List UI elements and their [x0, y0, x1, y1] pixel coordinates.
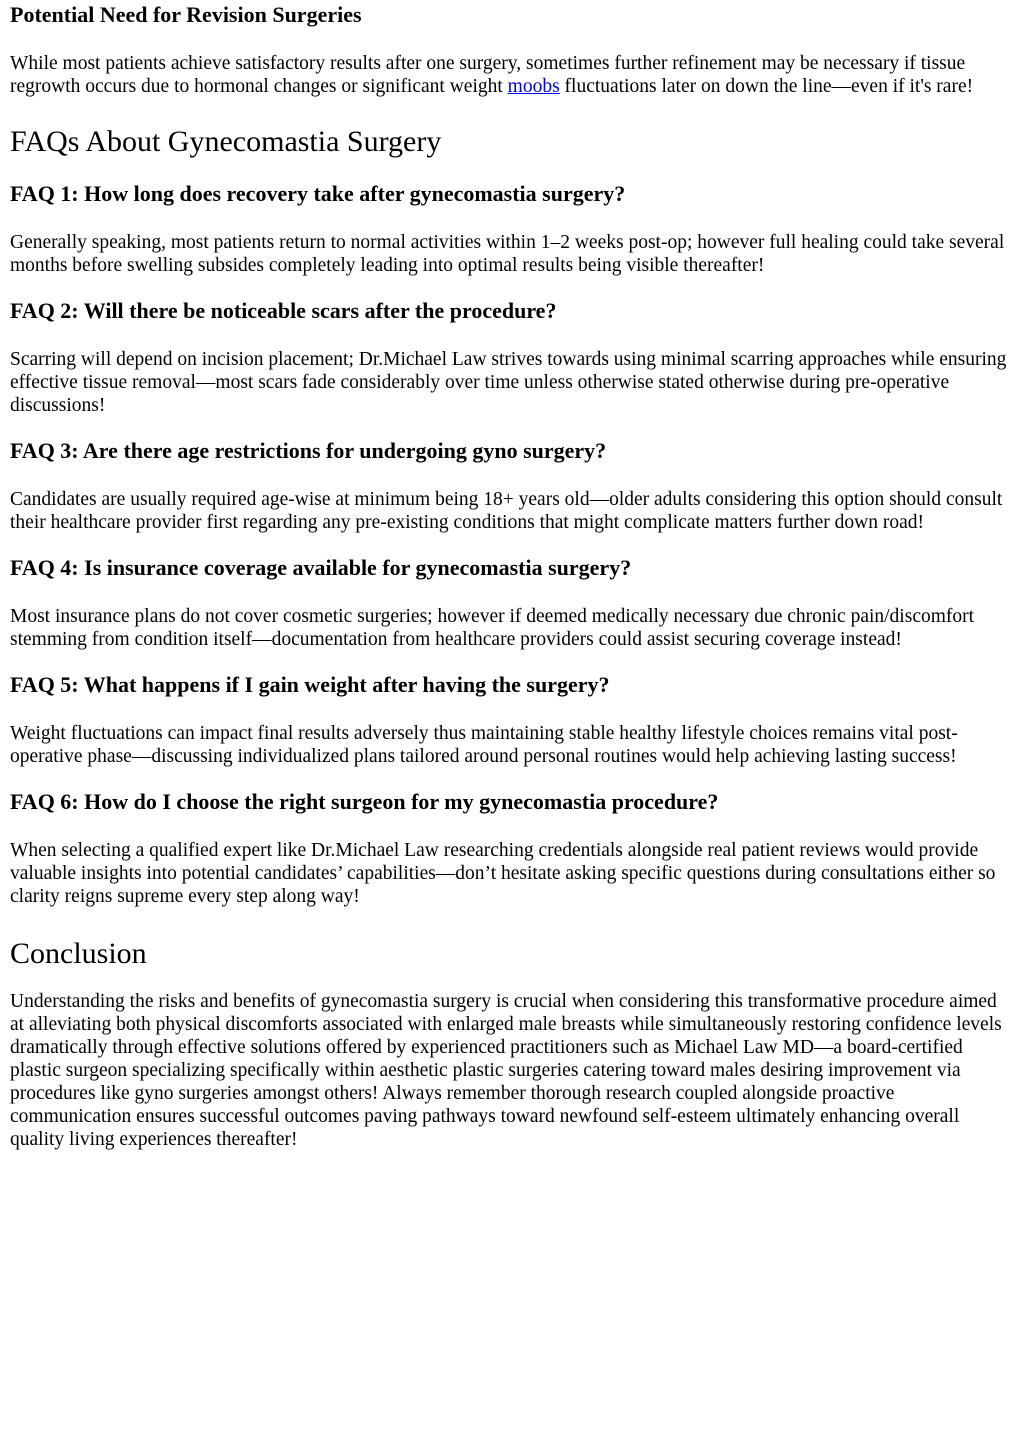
moobs-link[interactable]: moobs [507, 76, 560, 97]
faqs-heading: FAQs About Gynecomastia Surgery [10, 125, 442, 158]
faq-item-3 [10, 438, 1014, 534]
faq-question: FAQ 3: Are there age restrictions for undergoing gyno surgery? [10, 438, 607, 463]
conclusion-heading: Conclusion [10, 937, 147, 970]
faq-answer: Candidates are usually required age-wise at minimum being 18+ years old—older adults considering this option should consult their healthcare provider first regarding any pre-existing conditions that might complicate matters further down road! [10, 489, 1003, 533]
revision-heading: Potential Need for Revision Surgeries [10, 2, 362, 27]
revision-paragraph [10, 52, 1014, 98]
faq-item-6 [10, 789, 1014, 908]
faq-answer: Most insurance plans do not cover cosmetic surgeries; however if deemed medically necessary due chronic pain/discomfort stemming from condition itself—documentation from healthcare providers could assist securing coverage instead! [10, 606, 975, 650]
faq-answer: When selecting a qualified expert like Dr.Michael Law researching credentials alongside real patient reviews would provide valuable insights into potential candidates’ capabilities—don’t hesitate asking specific questions during consultations either so clarity reigns supreme every step along way! [10, 840, 996, 907]
faq-question: FAQ 6: How do I choose the right surgeon for my gynecomastia procedure? [10, 789, 719, 814]
faq-item-5 [10, 672, 1014, 768]
revision-text-after-link: fluctuations later on down the line—even if it's rare! [559, 76, 974, 97]
conclusion-paragraph: Understanding the risks and benefits of gynecomastia surgery is crucial when considering this transformative procedure aimed at alleviating both physical discomforts associated with enlarged male breasts while simultaneously restoring confidence levels dramatically through effective solutions offered by experienced practitioners such as Michael Law MD—a board-certified plastic surgeon specializing specifically within aesthetic plastic surgeries catering toward males desiring improvement via procedures like gyno surgeries amongst others! Always remember thorough research coupled alongside proactive communication ensures successful outcomes paving pathways toward newfound self-esteem ultimately enhancing overall quality living experiences thereafter! [10, 991, 1002, 1150]
faq-question: FAQ 5: What happens if I gain weight after having the surgery? [10, 672, 610, 697]
revision-text-before-link: While most patients achieve satisfactory results after one surgery, sometimes further refinement may be necessary if tissue regrowth occurs due to hormonal changes or significant weight [10, 53, 966, 97]
faq-question: FAQ 1: How long does recovery take after gynecomastia surgery? [10, 181, 626, 206]
faq-question: FAQ 4: Is insurance coverage available for gynecomastia surgery? [10, 555, 632, 580]
faq-item-1 [10, 181, 1014, 277]
faq-answer: Scarring will depend on incision placement; Dr.Michael Law strives towards using minimal scarring approaches while ensuring effective tissue removal—most scars fade considerably over time unless otherwise stated otherwise during pre-operative discussions! [10, 349, 1007, 416]
faq-answer: Weight fluctuations can impact final results adversely thus maintaining stable healthy lifestyle choices remains vital post-operative phase—discussing individualized plans tailored around personal routines would help achieving lasting success! [10, 723, 958, 767]
faq-item-4 [10, 555, 1014, 651]
faq-answer: Generally speaking, most patients return to normal activities within 1–2 weeks post-op; however full healing could take several months before swelling subsides completely leading into optimal results being visible thereafter! [10, 232, 1005, 276]
faq-question: FAQ 2: Will there be noticeable scars after the procedure? [10, 298, 557, 323]
faq-item-2 [10, 298, 1014, 417]
